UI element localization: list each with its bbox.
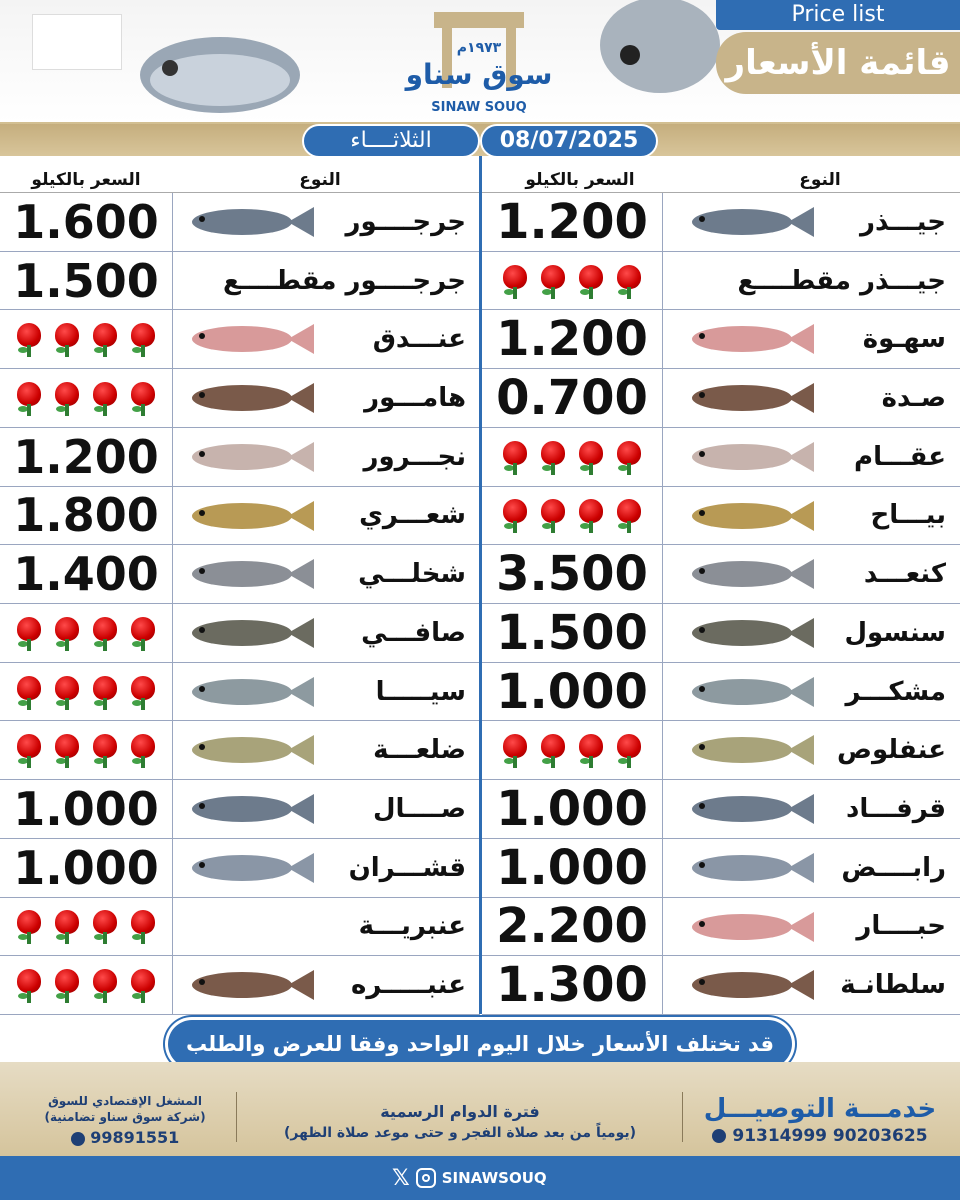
price-value: 1.800 xyxy=(13,488,159,543)
fish-icon xyxy=(680,610,820,656)
cell-divider xyxy=(172,252,173,310)
date-label: 08/07/2025 xyxy=(480,124,658,158)
rose-icon xyxy=(538,439,568,475)
table-row xyxy=(0,310,480,369)
fish-icon xyxy=(680,845,820,891)
price-cell xyxy=(482,604,662,662)
rose-icon xyxy=(14,908,44,944)
fish-icon xyxy=(180,727,320,773)
price-value: 1.300 xyxy=(496,957,648,1014)
price-cell xyxy=(0,545,172,603)
rose-icon xyxy=(52,732,82,768)
right-price-table xyxy=(482,192,960,1014)
cell-divider xyxy=(662,898,663,956)
price-value: 3.500 xyxy=(496,546,648,603)
table-row xyxy=(482,780,960,839)
price-value: 1.500 xyxy=(496,604,648,661)
table-row xyxy=(0,898,480,957)
price-cell xyxy=(0,428,172,486)
cell-divider xyxy=(172,956,173,1014)
delivery-phone-numbers: 91314999 90203625 xyxy=(732,1126,928,1146)
rose-icon xyxy=(128,908,158,944)
fish-icon xyxy=(180,493,320,539)
price-list-arabic: قائمة الأسعار xyxy=(716,32,960,94)
rose-icon xyxy=(614,439,644,475)
cell-divider xyxy=(662,839,663,897)
cell-divider xyxy=(172,545,173,603)
cell-divider xyxy=(172,721,173,779)
delivery-section xyxy=(690,1094,950,1146)
right-price-header: السعر بالكيلو xyxy=(525,170,635,190)
cell-divider xyxy=(662,487,663,545)
price-value: 1.600 xyxy=(13,194,159,249)
rose-icon xyxy=(90,732,120,768)
rose-icon xyxy=(52,380,82,416)
rose-icons xyxy=(500,732,644,768)
rose-icon xyxy=(614,497,644,533)
rose-icon xyxy=(90,615,120,651)
table-row xyxy=(0,487,480,546)
hours-text: (يومياً من بعد صلاة الفجر و حتى موعد صلاة الظهر) xyxy=(283,1125,637,1141)
whatsapp-icon xyxy=(71,1132,85,1146)
table-row xyxy=(0,252,480,311)
table-row xyxy=(0,956,480,1015)
rose-icon xyxy=(90,321,120,357)
rose-icon xyxy=(90,908,120,944)
fish-name: سلطانـة xyxy=(840,970,946,1001)
fish-name: شعـــري xyxy=(359,500,466,531)
price-cell xyxy=(0,839,172,897)
fish-icon xyxy=(180,316,320,362)
fish-name: عنفلوص xyxy=(837,735,946,766)
logo-year: ١٩٧٣م xyxy=(456,40,502,56)
rose-icon xyxy=(128,967,158,1003)
price-cell xyxy=(482,898,662,956)
fish-name: شخلـــي xyxy=(358,559,466,590)
price-value: 1.200 xyxy=(13,429,159,484)
rose-icon xyxy=(14,380,44,416)
price-cell xyxy=(0,369,172,427)
price-cell xyxy=(0,193,172,251)
center-divider xyxy=(479,156,482,1014)
rose-icon xyxy=(14,732,44,768)
cell-divider xyxy=(172,428,173,486)
price-cell xyxy=(482,956,662,1014)
fish-name: عنـــدق xyxy=(372,324,466,355)
price-cell xyxy=(482,193,662,251)
fish-icon xyxy=(680,316,820,362)
rose-icon xyxy=(576,263,606,299)
cell-divider xyxy=(172,604,173,662)
fish-name: جرجــــور xyxy=(345,206,466,237)
fish-decoration-right xyxy=(590,0,720,110)
right-type-header: النوع xyxy=(799,170,841,190)
hours-title: فترة الدوام الرسمية xyxy=(380,1102,540,1121)
fish-name: عنبـــــره xyxy=(351,970,466,1001)
price-cell xyxy=(0,956,172,1014)
table-row xyxy=(482,252,960,311)
price-value: 1.000 xyxy=(13,781,159,836)
cell-divider xyxy=(662,428,663,486)
price-cell xyxy=(0,780,172,838)
rose-icon xyxy=(90,967,120,1003)
price-cell xyxy=(0,604,172,662)
fish-name: هامـــور xyxy=(364,382,466,413)
fish-name: صــــال xyxy=(373,793,466,824)
table-row xyxy=(0,545,480,604)
fish-icon xyxy=(180,434,320,480)
price-value: 0.700 xyxy=(496,369,648,426)
fish-icon xyxy=(180,375,320,421)
rose-icons xyxy=(14,321,158,357)
price-cell xyxy=(482,369,662,427)
fish-name: مشكـــر xyxy=(845,676,946,707)
operator-phone: 99891551 xyxy=(90,1128,180,1147)
footer-divider-left xyxy=(236,1092,237,1142)
fish-icon xyxy=(180,669,320,715)
social-links xyxy=(392,1166,547,1190)
fish-name: رابــــض xyxy=(841,852,946,883)
footer-divider-right xyxy=(682,1092,683,1142)
rose-icon xyxy=(576,497,606,533)
fish-icon xyxy=(180,962,320,1008)
rose-icons xyxy=(14,674,158,710)
rose-icon xyxy=(128,615,158,651)
fish-name: جيـــذر مقطــــع xyxy=(737,265,946,296)
rose-icon xyxy=(576,732,606,768)
table-row xyxy=(482,487,960,546)
cell-divider xyxy=(172,193,173,251)
rose-icon xyxy=(500,732,530,768)
price-cell xyxy=(0,721,172,779)
price-value: 1.200 xyxy=(496,311,648,368)
cell-divider xyxy=(662,780,663,838)
cell-divider xyxy=(662,310,663,368)
rose-icon xyxy=(538,732,568,768)
fish-name: بيـــاح xyxy=(870,500,946,531)
table-row xyxy=(0,193,480,252)
price-cell xyxy=(0,487,172,545)
price-list-label xyxy=(716,0,960,96)
table-row xyxy=(482,898,960,957)
delivery-title: خدمـــة التوصيـــل xyxy=(703,1094,937,1124)
cell-divider xyxy=(662,604,663,662)
cell-divider xyxy=(662,369,663,427)
table-row xyxy=(482,310,960,369)
price-cell xyxy=(0,898,172,956)
fish-name: جرجــــور مقطــــع xyxy=(223,265,466,296)
price-value: 1.000 xyxy=(13,840,159,895)
fish-icon xyxy=(180,786,320,832)
rose-icons xyxy=(14,967,158,1003)
fish-icon xyxy=(680,786,820,832)
rose-icon xyxy=(128,732,158,768)
table-row xyxy=(482,604,960,663)
rose-icon xyxy=(500,263,530,299)
price-value: 2.200 xyxy=(496,898,648,955)
fish-name: سنسول xyxy=(844,617,946,648)
price-value: 1.000 xyxy=(496,780,648,837)
rose-icon xyxy=(14,321,44,357)
price-value: 1.500 xyxy=(13,253,159,308)
table-row xyxy=(482,193,960,252)
logo-arabic: سوق سناو xyxy=(405,58,553,91)
price-cell xyxy=(482,252,662,310)
price-cell xyxy=(482,663,662,721)
fish-name: عنبريـــة xyxy=(358,911,466,942)
fish-name: حبــــار xyxy=(856,911,946,942)
fish-name: جيـــذر xyxy=(860,206,946,237)
rose-icons xyxy=(500,263,644,299)
rose-icon xyxy=(500,497,530,533)
price-cell xyxy=(0,310,172,368)
price-notice: قد تختلف الأسعار خلال اليوم الواحد وفقا للعرض والطلب xyxy=(168,1020,792,1068)
rose-icon xyxy=(128,674,158,710)
rose-icon xyxy=(614,732,644,768)
rose-icons xyxy=(500,497,644,533)
price-value: 1.000 xyxy=(496,663,648,720)
left-price-table xyxy=(0,192,480,1014)
left-price-header: السعر بالكيلو xyxy=(31,170,141,190)
fish-name: نجـــرور xyxy=(363,441,466,472)
table-row xyxy=(482,369,960,428)
price-cell xyxy=(482,780,662,838)
table-row xyxy=(482,956,960,1015)
price-cell xyxy=(482,839,662,897)
rose-icon xyxy=(14,674,44,710)
instagram-icon[interactable] xyxy=(416,1168,436,1188)
cell-divider xyxy=(172,898,173,956)
fish-icon xyxy=(680,493,820,539)
rose-icon xyxy=(500,439,530,475)
table-row xyxy=(0,663,480,722)
table-row xyxy=(482,663,960,722)
price-cell xyxy=(482,487,662,545)
price-cell xyxy=(482,721,662,779)
cell-divider xyxy=(172,663,173,721)
day-label: الثلاثــــاء xyxy=(302,124,480,158)
rose-icon xyxy=(14,615,44,651)
price-list-english: Price list xyxy=(716,0,960,30)
fish-name: ضلعـــة xyxy=(373,735,466,766)
whatsapp-icon xyxy=(712,1129,726,1143)
table-row xyxy=(0,721,480,780)
rose-icon xyxy=(576,439,606,475)
operator-title: المشغل الإقتصادي للسوق xyxy=(48,1094,202,1108)
price-value: 1.000 xyxy=(496,839,648,896)
rose-icon xyxy=(128,321,158,357)
cell-divider xyxy=(662,956,663,1014)
price-cell xyxy=(0,663,172,721)
rose-icon xyxy=(90,380,120,416)
cell-divider xyxy=(172,839,173,897)
fish-icon xyxy=(180,551,320,597)
cell-divider xyxy=(172,369,173,427)
hours-section xyxy=(250,1094,670,1141)
rose-icons xyxy=(500,439,644,475)
rose-icons xyxy=(14,908,158,944)
fish-icon xyxy=(680,727,820,773)
fish-icon xyxy=(680,199,820,245)
fish-icon xyxy=(180,845,320,891)
fish-icon xyxy=(680,669,820,715)
fish-name: كنعـــد xyxy=(863,559,946,590)
rose-icon xyxy=(90,674,120,710)
rose-icon xyxy=(128,380,158,416)
fish-icon xyxy=(680,434,820,480)
header xyxy=(0,0,960,122)
fish-name: سهـوة xyxy=(862,324,946,355)
cell-divider xyxy=(662,252,663,310)
price-cell xyxy=(482,428,662,486)
cell-divider xyxy=(662,193,663,251)
table-row xyxy=(482,839,960,898)
left-type-header: النوع xyxy=(299,170,341,190)
table-row xyxy=(0,839,480,898)
table-row xyxy=(0,428,480,487)
rose-icon xyxy=(52,321,82,357)
table-row xyxy=(482,545,960,604)
rose-icons xyxy=(14,615,158,651)
x-icon[interactable]: 𝕏 xyxy=(392,1165,410,1191)
fish-icon xyxy=(680,904,820,950)
price-value: 1.400 xyxy=(13,547,159,602)
fish-name: عقـــام xyxy=(854,441,946,472)
white-patch xyxy=(32,14,122,70)
rose-icons xyxy=(14,380,158,416)
fish-name: قرفـــاد xyxy=(846,793,946,824)
cell-divider xyxy=(172,780,173,838)
fish-icon xyxy=(180,610,320,656)
operator-phone-line xyxy=(20,1128,230,1147)
fish-decoration-left xyxy=(120,20,300,120)
fish-icon xyxy=(680,375,820,421)
rose-icon xyxy=(52,674,82,710)
fish-name: صـدة xyxy=(881,382,946,413)
cell-divider xyxy=(662,545,663,603)
logo-english: SINAW SOUQ xyxy=(431,100,527,115)
rose-icon xyxy=(614,263,644,299)
cell-divider xyxy=(662,721,663,779)
table-row xyxy=(482,721,960,780)
cell-divider xyxy=(662,663,663,721)
price-value: 1.200 xyxy=(496,193,648,250)
rose-icon xyxy=(538,497,568,533)
delivery-phones xyxy=(690,1126,950,1146)
rose-icon xyxy=(14,967,44,1003)
cell-divider xyxy=(172,310,173,368)
social-handle[interactable]: SINAWSOUQ xyxy=(441,1169,547,1187)
rose-icon xyxy=(52,967,82,1003)
price-cell xyxy=(482,545,662,603)
fish-icon xyxy=(680,551,820,597)
operator-section xyxy=(20,1094,230,1147)
operator-company: (شركة سوق سناو تضامنية) xyxy=(44,1110,206,1124)
price-cell xyxy=(482,310,662,368)
table-row xyxy=(0,369,480,428)
cell-divider xyxy=(172,487,173,545)
rose-icon xyxy=(52,908,82,944)
fish-name: قشـــران xyxy=(348,852,466,883)
rose-icon xyxy=(538,263,568,299)
logo xyxy=(404,6,554,118)
table-row xyxy=(482,428,960,487)
fish-name: سيـــــا xyxy=(375,676,466,707)
table-row xyxy=(0,780,480,839)
fish-icon xyxy=(180,199,320,245)
table-row xyxy=(0,604,480,663)
fish-icon xyxy=(680,962,820,1008)
fish-name: صافـــي xyxy=(361,617,466,648)
rose-icons xyxy=(14,732,158,768)
price-cell xyxy=(0,252,172,310)
rose-icon xyxy=(52,615,82,651)
